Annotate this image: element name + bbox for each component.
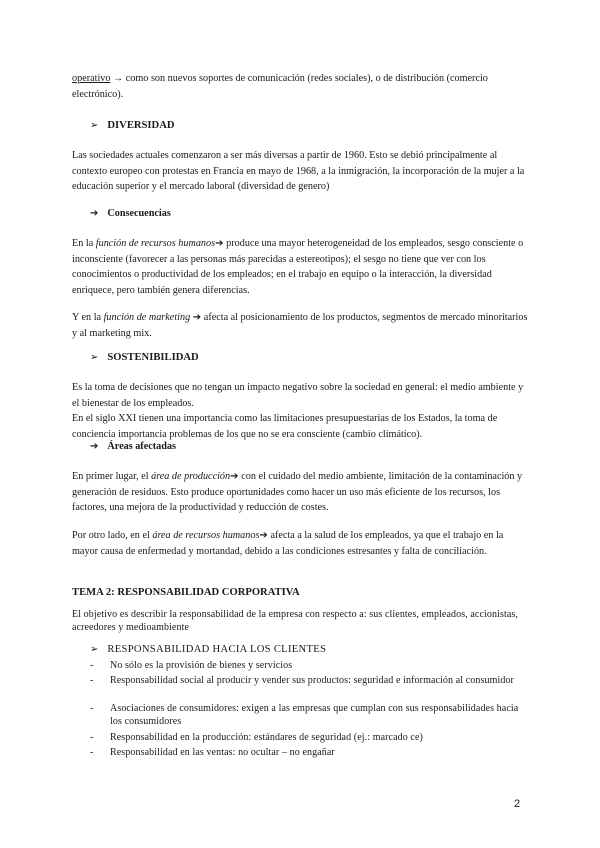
arrow-bullet-icon: ➔ [90, 208, 99, 219]
heading-diversidad: ➢ DIVERSIDAD [90, 120, 175, 131]
arrow-bullet-icon: ➔ [90, 441, 99, 452]
page-number: 2 [514, 798, 521, 810]
heading-clientes: ➢ RESPONSABILIDAD HACIA LOS CLIENTES [90, 644, 327, 655]
list-item: Asociaciones de consumidores: exigen a las empresas que cumplan con sus responsabilidades hacia los consumidores [110, 703, 519, 728]
sostenibilidad-paragraph: Es la toma de decisiones que no tengan un impacto negativo sobre la sociedad en general: el medio ambiente y el bienestar de los empleados. En el siglo XXI tienen una importancia como las limitaciones presupuestarias de los Estados, la toma de conciencia importancia problemas de los que no se era consciente (cambio climático). [72, 382, 524, 440]
objetivo-paragraph: El objetivo es describir la responsabilidad de la empresa con respecto a: sus clientes, empleados, accionistas, acreedores y medioambiente [72, 609, 518, 634]
tema-2-title: TEMA 2: RESPONSABILIDAD CORPORATIVA [72, 587, 300, 598]
list-item: Responsabilidad social al producir y vender sus productos: seguridad e información al consumidor [110, 675, 514, 686]
marketing-paragraph: Y en la función de marketing ➔ afecta al posicionamiento de los productos, segmentos de mercado minoritarios y al marketing mix. [72, 312, 528, 339]
dash-marker: - [90, 675, 94, 686]
heading-areas-afectadas: ➔ Áreas afectadas [90, 441, 176, 452]
rrhh2-paragraph: Por otro lado, en el área de recursos humanos➔ afecta a la salud de los empleados, ya que el trabajo en la mayor causa de enfermedad y mortandad, debido a las condiciones estresantes y falta de conciliación. [72, 530, 504, 557]
arrowhead-bullet-icon: ➢ [90, 352, 99, 363]
operativo-link: operativo [72, 73, 111, 84]
intro-paragraph: operativo → como son nuevos soportes de comunicación (redes sociales), o de distribución (comercio electrónico). [72, 73, 488, 100]
arrowhead-bullet-icon: ➢ [90, 644, 99, 655]
produccion-paragraph: En primer lugar, el área de producción➔ con el cuidado del medio ambiente, limitación de la contaminación y generación de residuos. Esto produce oportunidades como hacer un uso más eficiente de los recursos, los factores, una mejora de la productividad y reducción de costes. [72, 471, 523, 514]
rrhh-paragraph: En la función de recursos humanos➔ produce una mayor heterogeneidad de los empleados, sesgo consciente o inconsciente (favorecer a las personas más parecidas a estereotipos); el sesgo no tiene que ver con los conocimientos o productividad de los empleados; en el trabajo en equipo o la interacción, la diversidad enriquece, pero también genera diferencias. [72, 238, 524, 296]
dash-marker: - [90, 732, 94, 743]
heading-sostenibilidad: ➢ SOSTENIBILIDAD [90, 352, 199, 363]
dash-marker: - [90, 703, 94, 714]
list-item: Responsabilidad en las ventas: no ocultar – no engañar [110, 747, 335, 758]
dash-marker: - [90, 747, 94, 758]
arrowhead-bullet-icon: ➢ [90, 120, 99, 131]
dash-marker: - [90, 660, 94, 671]
list-item: No sólo es la provisión de bienes y servicios [110, 660, 293, 671]
heading-consecuencias: ➔ Consecuencias [90, 208, 171, 219]
diversidad-paragraph: Las sociedades actuales comenzaron a ser más diversas a partir de 1960. Esto se debió principalmente al contexto europeo con protestas en Francia en mayo de 1968, a la inmigración, la incorporación de la mujer a la educación superior y el mercado laboral (diversidad de genero) [72, 150, 525, 193]
list-item: Responsabilidad en la producción: estándares de seguridad (ej.: marcado ce) [110, 732, 423, 743]
